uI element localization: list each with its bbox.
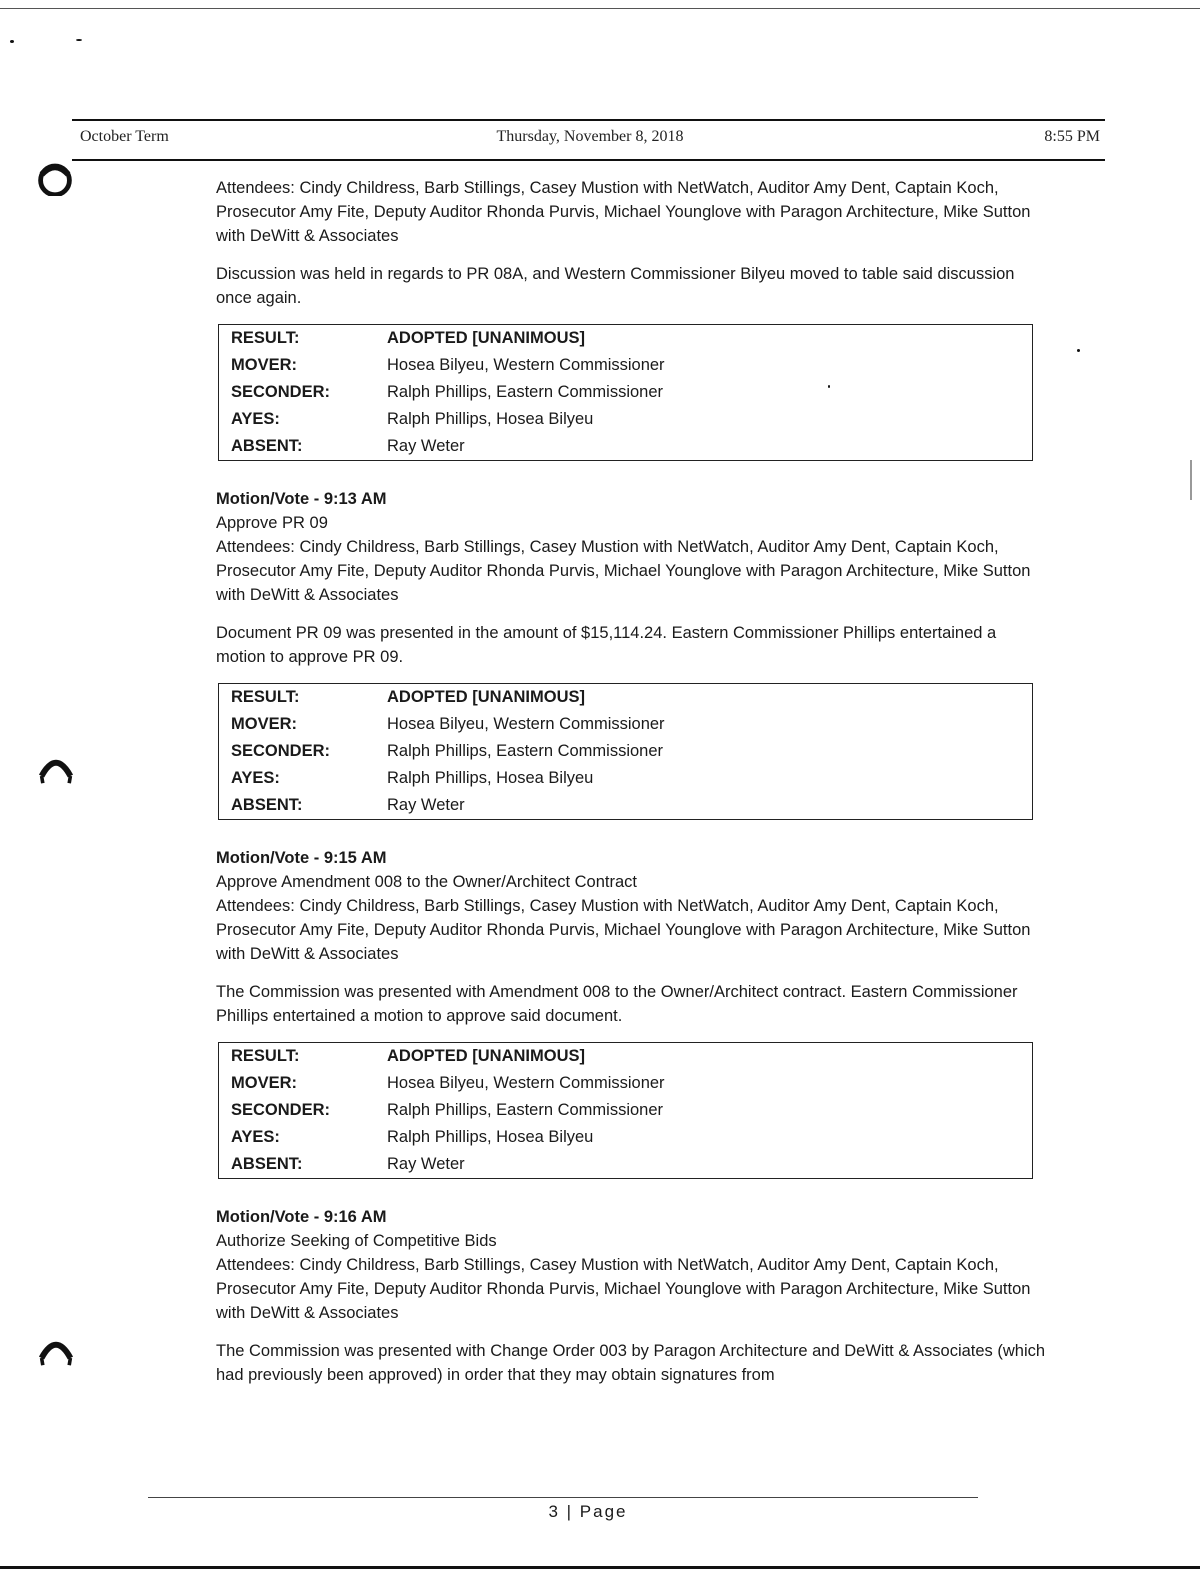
- absent-label: ABSENT:: [231, 437, 303, 455]
- motion-description: The Commission was presented with Change Order 003 by Paragon Architecture and DeWitt & Associates (which had previously been approved) in order that they may obtain signatures from: [216, 1342, 1046, 1384]
- vote-row-ayes: [219, 406, 1033, 433]
- vote-row-mover: [219, 1070, 1033, 1097]
- scan-edge-top: [0, 8, 1200, 9]
- vote-row-mover: [219, 711, 1033, 738]
- result-value: ADOPTED [UNANIMOUS]: [387, 329, 585, 347]
- vote-result-table: [218, 683, 1033, 820]
- motion-title: Authorize Seeking of Competitive Bids: [216, 1232, 497, 1250]
- mover-value: Hosea Bilyeu, Western Commissioner: [387, 1074, 665, 1092]
- seconder-label: SECONDER:: [231, 383, 331, 401]
- result-value: ADOPTED [UNANIMOUS]: [387, 1047, 585, 1065]
- vote-row-absent: [219, 1151, 1033, 1179]
- ayes-label: AYES:: [231, 769, 280, 787]
- ayes-value: Ralph Phillips, Hosea Bilyeu: [387, 410, 594, 428]
- motion-heading: Motion/Vote - 9:16 AM: [216, 1208, 387, 1226]
- seconder-label: SECONDER:: [231, 742, 331, 760]
- vote-row-seconder: [219, 738, 1033, 765]
- absent-value: Ray Weter: [387, 437, 465, 455]
- footer-rule: [148, 1497, 978, 1498]
- motion-title: Approve Amendment 008 to the Owner/Architect Contract: [216, 873, 637, 891]
- seconder-value: Ralph Phillips, Eastern Commissioner: [387, 383, 664, 401]
- punch-hole-icon: [38, 752, 74, 788]
- mover-value: Hosea Bilyeu, Western Commissioner: [387, 356, 665, 374]
- header-term: October Term: [80, 128, 169, 145]
- motion-description: Discussion was held in regards to PR 08A, and Western Commissioner Bilyeu moved to table said discussion once again.: [216, 265, 1015, 307]
- seconder-value: Ralph Phillips, Eastern Commissioner: [387, 742, 664, 760]
- page-number: 3 | Page: [548, 1502, 628, 1521]
- mover-label: MOVER:: [231, 356, 297, 374]
- minutes-body: [216, 176, 1046, 1401]
- attendees-text: Attendees: Cindy Childress, Barb Stillings, Casey Mustion with NetWatch, Auditor Amy Dent, Captain Koch, Prosecutor Amy Fite, Deputy Auditor Rhonda Purvis, Michael Younglove with Paragon Architecture, Mike Sutton with DeWitt & Associates: [216, 179, 1031, 245]
- vote-row-seconder: [219, 1097, 1033, 1124]
- scan-speck: [1190, 460, 1192, 500]
- vote-result-table: [218, 324, 1033, 461]
- result-label: RESULT:: [231, 688, 300, 706]
- motion-description: The Commission was presented with Amendment 008 to the Owner/Architect contract. Eastern Commissioner Phillips entertained a motion to approve said document.: [216, 983, 1018, 1025]
- scan-speck: [10, 40, 14, 43]
- punch-hole-icon: [38, 1334, 74, 1370]
- mover-value: Hosea Bilyeu, Western Commissioner: [387, 715, 665, 733]
- scan-speck: [1077, 349, 1080, 352]
- punch-hole-icon: [37, 160, 73, 196]
- scan-edge-bottom: [0, 1566, 1200, 1569]
- header-rule-top: [72, 119, 1105, 121]
- ayes-value: Ralph Phillips, Hosea Bilyeu: [387, 769, 594, 787]
- attendees-text: Attendees: Cindy Childress, Barb Stillings, Casey Mustion with NetWatch, Auditor Amy Dent, Captain Koch, Prosecutor Amy Fite, Deputy Auditor Rhonda Purvis, Michael Younglove with Paragon Architecture, Mike Sutton with DeWitt & Associates: [216, 897, 1031, 963]
- vote-row-ayes: [219, 1124, 1033, 1151]
- vote-row-absent: [219, 433, 1033, 461]
- vote-row-result: [219, 1043, 1033, 1071]
- result-value: ADOPTED [UNANIMOUS]: [387, 688, 585, 706]
- mover-label: MOVER:: [231, 1074, 297, 1092]
- absent-label: ABSENT:: [231, 796, 303, 814]
- vote-row-result: [219, 684, 1033, 712]
- motion-heading: Motion/Vote - 9:13 AM: [216, 490, 387, 508]
- seconder-label: SECONDER:: [231, 1101, 331, 1119]
- absent-value: Ray Weter: [387, 1155, 465, 1173]
- vote-row-ayes: [219, 765, 1033, 792]
- vote-row-mover: [219, 352, 1033, 379]
- absent-value: Ray Weter: [387, 796, 465, 814]
- attendees-text: Attendees: Cindy Childress, Barb Stillings, Casey Mustion with NetWatch, Auditor Amy Dent, Captain Koch, Prosecutor Amy Fite, Deputy Auditor Rhonda Purvis, Michael Younglove with Paragon Architecture, Mike Sutton with DeWitt & Associates: [216, 538, 1031, 604]
- motion-description: Document PR 09 was presented in the amount of $15,114.24. Eastern Commissioner Phillips entertained a motion to approve PR 09.: [216, 624, 997, 666]
- attendees-text: Attendees: Cindy Childress, Barb Stillings, Casey Mustion with NetWatch, Auditor Amy Dent, Captain Koch, Prosecutor Amy Fite, Deputy Auditor Rhonda Purvis, Michael Younglove with Paragon Architecture, Mike Sutton with DeWitt & Associates: [216, 1256, 1031, 1322]
- ayes-label: AYES:: [231, 410, 280, 428]
- result-label: RESULT:: [231, 329, 300, 347]
- scan-speck: [76, 39, 82, 41]
- motion-title: Approve PR 09: [216, 514, 328, 532]
- vote-row-absent: [219, 792, 1033, 820]
- header-time: 8:55 PM: [1044, 128, 1100, 145]
- ayes-value: Ralph Phillips, Hosea Bilyeu: [387, 1128, 594, 1146]
- header-date: Thursday, November 8, 2018: [496, 128, 684, 145]
- vote-result-table: [218, 1042, 1033, 1179]
- absent-label: ABSENT:: [231, 1155, 303, 1173]
- ayes-label: AYES:: [231, 1128, 280, 1146]
- vote-row-result: [219, 325, 1033, 353]
- seconder-value: Ralph Phillips, Eastern Commissioner: [387, 1101, 664, 1119]
- header-rule-bottom: [72, 159, 1105, 161]
- result-label: RESULT:: [231, 1047, 300, 1065]
- motion-heading: Motion/Vote - 9:15 AM: [216, 849, 387, 867]
- vote-row-seconder: [219, 379, 1033, 406]
- mover-label: MOVER:: [231, 715, 297, 733]
